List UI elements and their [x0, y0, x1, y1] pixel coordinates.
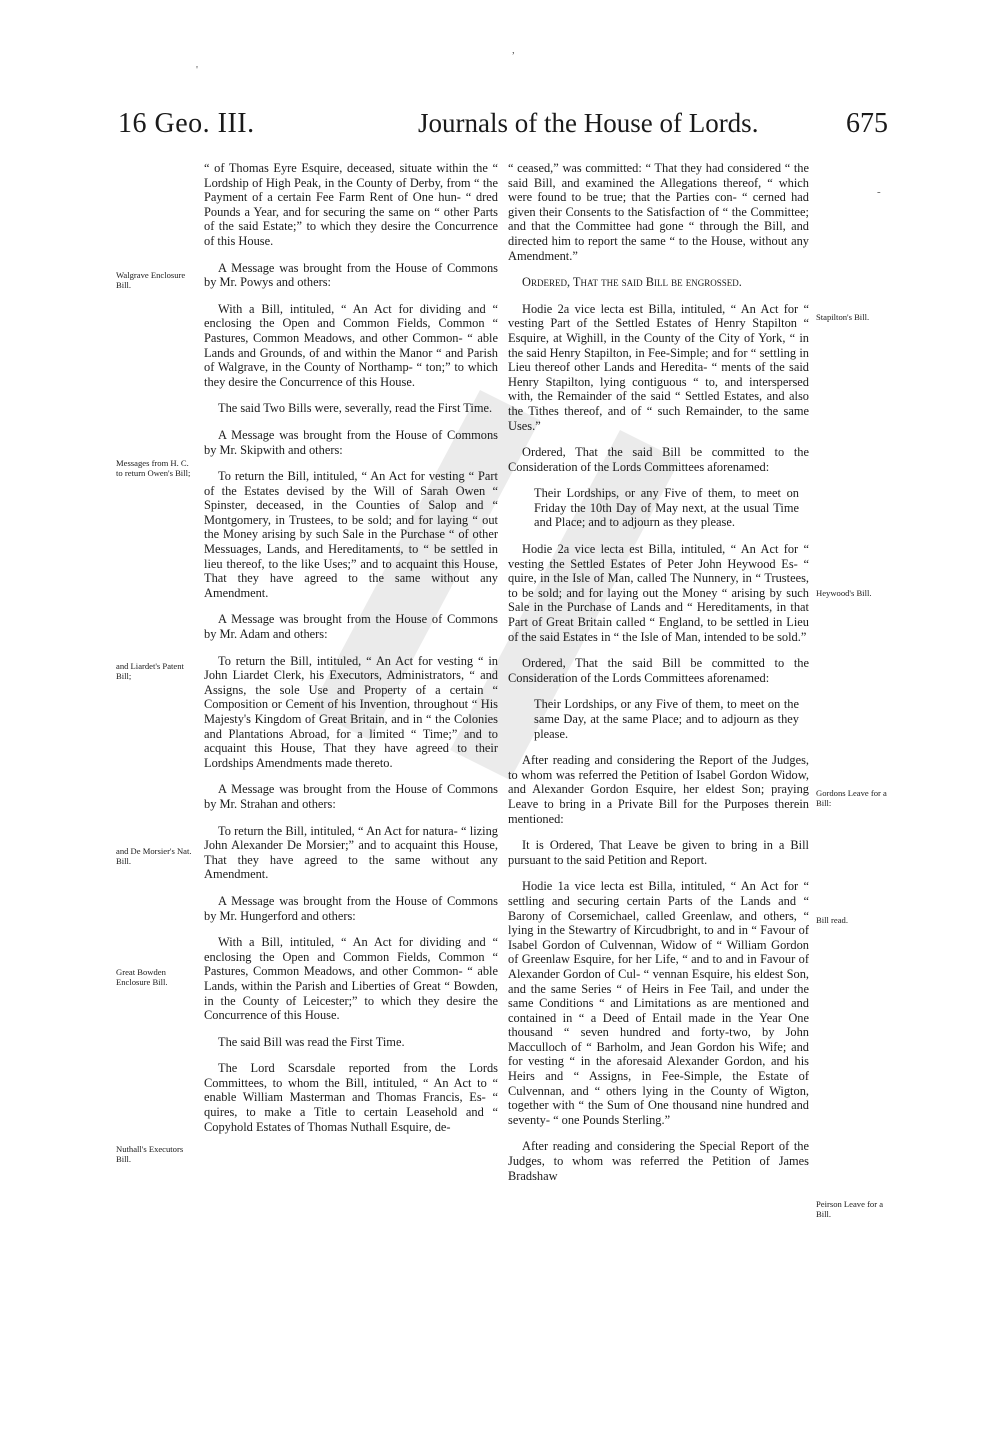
paragraph: “ of Thomas Eyre Esquire, deceased, situate within the “ Lordship of High Peak, in the County of Derby, from “ the Payment of a certain Fee Farm Rent of One hun- “ dred Pounds a Year, and for securing the same on “ other Parts of the said Estate;” to which they desire the Concurrence of this House.: [204, 161, 498, 248]
sidenote-great-bowden: Great Bowden Enclosure Bill.: [116, 967, 168, 987]
paragraph: After reading and considering the Special Report of the Judges, to whom was referred the Petition of James Bradshaw: [508, 1139, 809, 1183]
paragraph: To return the Bill, intituled, “ An Act for natura- “ lizing John Alexander De Morsier;” and to acquaint this House, That they have agreed to the same without any Amendment.: [204, 823, 498, 882]
sidenote-gordons: Gordons Leave for a Bill:: [816, 788, 887, 808]
sidenote-heywood: Heywood's Bill.: [816, 588, 872, 598]
paragraph: The said Bill was read the First Time.: [218, 1034, 405, 1049]
paragraph: A Message was brought from the House of Commons by Mr. Strahan and others:: [204, 782, 498, 811]
paragraph: A Message was brought from the House of Commons by Mr. Hungerford and others:: [204, 893, 498, 923]
paragraph: To return the Bill, intituled, “ An Act for vesting “ Part of the Estates devised by the Will of Sarah Owen “ Spinster, deceased, in the Counties of Salop and “ Montgomery, in Trustees, to be sold; and for laying “ out the Money arising by such Sale in the Purchase “ of other Messuages, Lands, and Hereditaments, to “ be settled in lieu thereof, to the like Uses;” and to acquaint this House, That they have agreed to the same without any Amendment.: [204, 469, 498, 600]
paragraph: To return the Bill, intituled, “ An Act for vesting “ in John Liardet Clerk, his Executors, Administrators, “ and Assigns, the sole Use and Property of a certain “ Composition or Cement of his Invention, throughout “ His Majesty's Kingdom of Great Britain, and in “ the Colonies and Plantations Abroad, for a limited “ Time;” and to acquaint this House, That they have agreed to their Lordships Amendments made thereto.: [204, 653, 498, 770]
paragraph: A Message was brought from the House of Commons by Mr. Adam and others:: [204, 612, 498, 642]
paragraph: “ ceased,” was committed: “ That they had considered “ the said Bill, and examined the Allegations thereof, “ which were found to be true; that the Parties con- “ cerned had given their Consents to the Satisfaction of “ the Committee; and that the Committee had gone “ through the Bill, and directed him to report the same “ to the House, without any Amendment.”: [508, 161, 809, 263]
paragraph: After reading and considering the Report of the Judges, to whom was referred the Petition of Isabel Gordon Widow, and Alexander Gordon Esquire, her eldest Son; praying Leave to bring in a Private Bill for the Purposes therein mentioned:: [508, 753, 809, 826]
page-mark: ,: [512, 44, 515, 56]
paragraph: A Message was brought from the House of Commons by Mr. Powys and others:: [204, 260, 498, 290]
paragraph: With a Bill, intituled, “ An Act for dividing and “ enclosing the Open and Common Fields, Common “ Pastures, Common Meadows, and other Common- “ able Lands and Grounds, of and within the Manor “ and Parish of Walgrave, in the County of Northamp- “ ton;” to which they desire the Concurrence of this House.: [204, 301, 498, 389]
sidenote-bill-read: Bill read.: [816, 915, 848, 925]
sidenote-liardet: and Liardet's Patent Bill;: [116, 661, 184, 681]
page-number: 675: [846, 108, 888, 139]
sidenote-stapilton: Stapilton's Bill.: [816, 312, 870, 322]
paragraph: Their Lordships, or any Five of them, to meet on the same Day, at the same Place; and to adjourn as they please.: [534, 697, 799, 741]
sidenote-de-morsier: and De Morsier's Nat. Bill.: [116, 846, 192, 866]
paragraph: Ordered, That the said Bill be engrossed.: [522, 275, 742, 290]
paragraph: It is Ordered, That Leave be given to bring in a Bill pursuant to the said Petition and Report.: [508, 838, 809, 867]
sidenote-nuthall: Nuthall's Executors Bill.: [116, 1144, 184, 1164]
sidenote-peirson: Peirson Leave for a Bill.: [816, 1199, 884, 1219]
paragraph: Hodie 2a vice lecta est Billa, intituled, “ An Act for “ vesting Part of the Settled Estates of Henry Stapilton “ Esquire, at Wighill, in the County of the City of York, “ in the said Henry Stapilton, in Fee-Simple; and for “ settling in Lieu thereof other Lands and Heredita- “ ments of the said Henry Stapilton, lying contiguous “ to, and interspersed with, the Remainder of the said “ Settled Estates, and also the Tithes thereof, and of “ such Remainder, to the same Uses.”: [508, 301, 809, 433]
page-header: [118, 108, 888, 148]
left-column: [204, 161, 498, 1146]
paragraph: Hodie 1a vice lecta est Billa, intituled, “ An Act for “ settling and securing certain Parts of the Lands and “ Barony of Corsemichael, called Greenlaw, and others, “ lying in the Stewartry of Kircudbright, to and in “ Favour of Isabel Gordon of Culvennan, Widow of “ William Gordon of Greenlaw Esquire, for her Life, “ and to and in Favour of Alexander Gordon of Cul- “ vennan Esquire, his eldest Son, and the same Series “ of Heirs in Fee Tail, and under the same Conditions “ and Limitations as are mentioned and contained in “ a Deed of Entail made in the Year One thousand “ seven hundred and forty-two, by John Macculloch of “ Barholm, and Jean Gordon his Wife; and for vesting “ in the aforesaid Alexander Gordon, and his Heirs and “ Assigns, in Fee-Simple, the Estate of Culvennan, and “ others lying in the County of Wigton, together with “ the Sum of One thousand nine hundred and seventy- “ one Pounds Sterling.”: [508, 879, 809, 1127]
sidenote-walgrave: Walgrave Enclosure Bill.: [116, 270, 186, 290]
page-mark: ': [196, 64, 198, 76]
paragraph: Their Lordships, or any Five of them, to meet on Friday the 10th Day of May next, at the usual Time and Place; and to adjourn as they please.: [534, 486, 799, 530]
page-mark: -: [877, 186, 881, 198]
paragraph: The Lord Scarsdale reported from the Lords Committees, to whom the Bill, intituled, “ An Act to “ enable William Masterman and Thomas Francis, Es- “ quires, to make a Title to certain Leasehold and “ Copyhold Estates of Thomas Nuthall Esquire, de-: [204, 1061, 498, 1134]
paragraph: A Message was brought from the House of Commons by Mr. Skipwith and others:: [204, 427, 498, 457]
header-title: Journals of the House of Lords.: [418, 108, 759, 138]
header-session: 16 Geo. III.: [118, 108, 255, 139]
paragraph: The said Two Bills were, severally, read the First Time.: [218, 401, 493, 416]
paragraph: With a Bill, intituled, “ An Act for dividing and “ enclosing the Open and Common Fields, Common “ Pastures, Common Meadows, and other Common- “ able Lands, within the Parish and Liberties of Great “ Bowden, in the County of Leicester;” to which they desire the Concurrence of this House.: [204, 935, 498, 1023]
paragraph: Ordered, That the said Bill be committed to the Consideration of the Lords Committees aforenamed:: [508, 445, 809, 474]
paragraph: Ordered, That the said Bill be committed to the Consideration of the Lords Committees aforenamed:: [508, 656, 809, 685]
sidenote-owens-bill: Messages from H. C. to return Owen's Bill;: [116, 458, 191, 478]
paragraph: Hodie 2a vice lecta est Billa, intituled, “ An Act for “ vesting the Settled Estates of Peter John Heywood Es- “ quire, in the Isle of Man, called The Nunnery, in “ Trustees, to be sold; and for laying out the Money “ arising by such Sale in the Purchase of Lands and “ Hereditaments, in that Part of Great Britain called “ England, to be settled in Lieu of the said Estates in “ the Isle of Man, intended to be sold.”: [508, 542, 809, 644]
right-column: [508, 161, 809, 1195]
